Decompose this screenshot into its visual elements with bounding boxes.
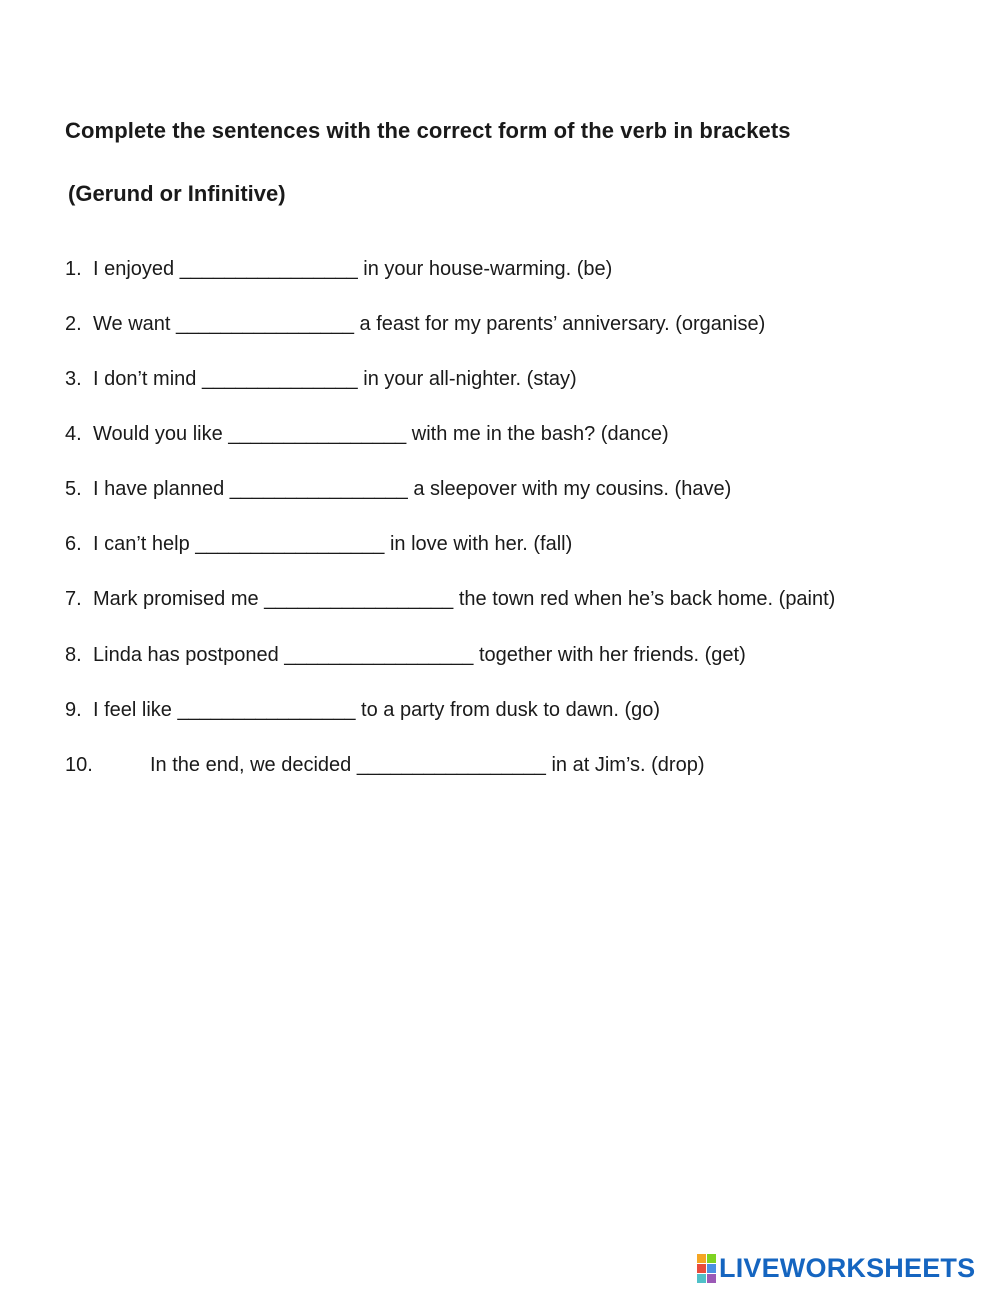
answer-blank[interactable]: ________________ (176, 313, 354, 335)
item-text-before: I can’t help (93, 533, 190, 555)
logo-square (697, 1254, 706, 1263)
item-text-after: the town red when he’s back home. (paint) (458, 588, 836, 610)
exercise-item-2 (65, 312, 765, 336)
item-text-before: Mark promised me (93, 588, 259, 610)
item-text-after: with me in the bash? (dance) (411, 423, 669, 445)
item-text-after: in at Jim’s. (drop) (551, 754, 705, 776)
item-text-before: We want (93, 313, 171, 335)
item-text-after: in your house-warming. (be) (363, 258, 613, 280)
exercise-item-1 (65, 257, 612, 281)
logo-square (707, 1264, 716, 1273)
logo-mark-icon (697, 1254, 716, 1283)
exercise-item-9 (65, 698, 660, 722)
logo-square (707, 1274, 716, 1283)
item-text-after: to a party from dusk to dawn. (go) (361, 699, 661, 721)
exercise-item-7 (65, 587, 835, 611)
item-number: 2. (65, 313, 82, 335)
answer-blank[interactable]: _________________ (356, 754, 546, 776)
logo-square (697, 1274, 706, 1283)
item-text-before: I have planned (93, 478, 225, 500)
item-number: 9. (65, 699, 82, 721)
item-number: 6. (65, 533, 82, 555)
item-text-after: a sleepover with my cousins. (have) (413, 478, 732, 500)
item-number: 7. (65, 588, 82, 610)
item-text-before: I enjoyed (93, 258, 175, 280)
item-number: 1. (65, 258, 82, 280)
answer-blank[interactable]: _________________ (264, 588, 454, 610)
answer-blank[interactable]: ________________ (229, 478, 408, 500)
answer-blank[interactable]: _________________ (284, 644, 474, 666)
answer-blank[interactable]: ________________ (179, 258, 358, 280)
item-number: 8. (65, 644, 82, 666)
answer-blank[interactable]: ________________ (177, 699, 356, 721)
item-number: 4. (65, 423, 82, 445)
worksheet-subtitle: (Gerund or Infinitive) (68, 181, 286, 206)
exercise-item-4 (65, 422, 669, 446)
answer-blank[interactable]: ________________ (228, 423, 407, 445)
exercise-item-10 (65, 753, 705, 777)
answer-blank[interactable]: _________________ (195, 533, 385, 555)
exercise-item-5 (65, 477, 731, 501)
item-text-before: Would you like (93, 423, 223, 445)
item-number: 3. (65, 368, 82, 390)
worksheet-title: Complete the sentences with the correct form of the verb in brackets (65, 118, 791, 143)
exercise-item-8 (65, 643, 746, 667)
item-number: 10. (65, 754, 93, 776)
item-text-after: together with her friends. (get) (478, 644, 746, 666)
logo-square (707, 1254, 716, 1263)
item-text-before: I don’t mind (93, 368, 197, 390)
item-text-before: In the end, we decided (150, 754, 352, 776)
item-text-before: I feel like (93, 699, 172, 721)
item-text-after: a feast for my parents’ anniversary. (organise) (359, 313, 766, 335)
item-text-after: in your all-nighter. (stay) (363, 368, 577, 390)
exercise-item-6 (65, 532, 572, 556)
liveworksheets-logo (697, 1253, 975, 1283)
exercise-item-3 (65, 367, 577, 391)
answer-blank[interactable]: ______________ (201, 368, 358, 390)
logo-square (697, 1264, 706, 1273)
item-number: 5. (65, 478, 82, 500)
logo-text: LIVEWORKSHEETS (719, 1252, 976, 1283)
item-text-before: Linda has postponed (93, 644, 279, 666)
item-text-after: in love with her. (fall) (389, 533, 573, 555)
